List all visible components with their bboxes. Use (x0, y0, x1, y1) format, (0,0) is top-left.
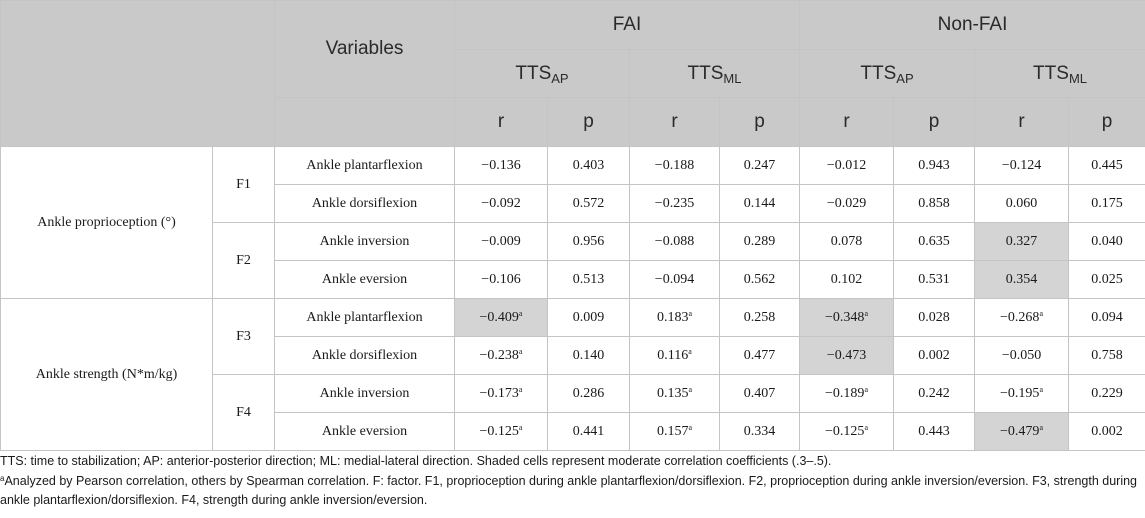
table-header (1, 1, 1145, 147)
p-value-cell (1069, 413, 1145, 451)
p-value-cell (720, 147, 800, 185)
p-value-cell (548, 147, 630, 185)
r-value-cell (975, 375, 1069, 413)
pearson-mark: a (688, 346, 692, 356)
header-r: r (975, 98, 1069, 147)
p-value: 0.025 (1091, 271, 1123, 287)
header-group-fai: FAI (455, 1, 800, 50)
table-row (1, 147, 1145, 185)
p-value-cell (720, 261, 800, 299)
header-r: r (630, 98, 720, 147)
factor-label: F4 (213, 375, 275, 451)
header-p: p (548, 98, 630, 147)
p-value: 0.242 (918, 385, 950, 401)
header-group-non-fai: Non-FAI (800, 1, 1145, 50)
factor-label: F2 (213, 223, 275, 299)
p-value-cell (894, 147, 975, 185)
r-value-cell (975, 185, 1069, 223)
r-value: −0.195 (1000, 385, 1040, 401)
p-value: 0.635 (918, 233, 950, 249)
section-label: Ankle proprioception (°) (1, 147, 213, 299)
pearson-mark: a (864, 384, 868, 394)
p-value-cell (894, 413, 975, 451)
r-value-cell (800, 261, 894, 299)
p-value: 0.258 (743, 309, 776, 325)
p-value-cell (548, 413, 630, 451)
p-value: 0.286 (572, 385, 605, 401)
r-value: −0.106 (481, 271, 521, 287)
factor-label: F3 (213, 299, 275, 375)
p-value: 0.289 (743, 233, 776, 249)
header-p: p (1069, 98, 1145, 147)
p-value-cell (548, 375, 630, 413)
r-value-cell (455, 185, 548, 223)
r-value-cell (630, 223, 720, 261)
header-tts-ap: $TTS_{AP}$ (800, 50, 975, 98)
p-value: 0.144 (743, 195, 776, 211)
p-value-cell (720, 299, 800, 337)
p-value-cell (1069, 299, 1145, 337)
p-value: 0.956 (572, 233, 605, 249)
r-value: 0.183 (656, 309, 689, 325)
header-blank-cell (1, 1, 275, 147)
footnote-analysis-text: Analyzed by Pearson correlation, others by Spearman correlation. F: factor. F1, proprioception during ankle plantarflexion/dorsiflexion. F2, proprioception during ankle inversion/eversion. F3, strength during ankle plantarflexion/dorsiflexion. F4, strength during ankle inversion/eversion. (0, 473, 1138, 507)
p-value: 0.140 (572, 347, 605, 363)
pearson-mark: a (1039, 308, 1043, 318)
header-variables-continued (275, 98, 455, 147)
header-p: p (894, 98, 975, 147)
r-value-cell (455, 337, 548, 375)
variable-label: Ankle eversion (275, 413, 455, 451)
r-value: 0.135 (656, 385, 689, 401)
r-value: −0.136 (481, 157, 521, 173)
variable-label: Ankle inversion (275, 223, 455, 261)
p-value: 0.443 (918, 423, 950, 439)
p-value: 0.531 (918, 271, 950, 287)
variable-label: Ankle plantarflexion (275, 147, 455, 185)
p-value-cell (894, 299, 975, 337)
section-label: Ankle strength (N*m/kg) (1, 299, 213, 451)
r-value-cell (455, 261, 548, 299)
r-value: 0.078 (830, 233, 863, 249)
r-value: −0.012 (826, 157, 867, 173)
r-value: −0.125 (825, 423, 865, 439)
r-value-cell (630, 299, 720, 337)
r-value: −0.009 (481, 233, 521, 249)
header-row-groups (1, 1, 1145, 50)
header-r: r (455, 98, 548, 147)
p-value-cell (720, 375, 800, 413)
factor-label: F1 (213, 147, 275, 223)
r-value: −0.409 (479, 309, 519, 325)
r-value-cell (975, 337, 1069, 375)
p-value-cell (894, 337, 975, 375)
footnote-mark: a (0, 473, 5, 483)
p-value-cell (894, 375, 975, 413)
r-value: −0.268 (1000, 309, 1040, 325)
r-value-cell (800, 413, 894, 451)
header-tts-ml: $TTS_{ML}$ (975, 50, 1145, 98)
r-value: −0.235 (654, 195, 695, 211)
r-value: −0.473 (826, 347, 867, 363)
r-value: 0.354 (1005, 271, 1038, 287)
variable-label: Ankle dorsiflexion (275, 185, 455, 223)
variable-label: Ankle plantarflexion (275, 299, 455, 337)
p-value: 0.028 (918, 309, 950, 325)
p-value: 0.943 (918, 157, 950, 173)
p-value: 0.513 (572, 271, 605, 287)
table-body (1, 147, 1145, 451)
r-value: 0.116 (657, 347, 689, 363)
p-value: 0.441 (572, 423, 605, 439)
table-row (1, 299, 1145, 337)
pearson-mark: a (518, 384, 523, 394)
p-value: 0.445 (1091, 157, 1123, 173)
p-value-cell (548, 337, 630, 375)
footnote-abbreviations: TTS: time to stabilization; AP: anterior-posterior direction; ML: medial-lateral direction. Shaded cells represent moderate correlation coefficients (.3–.5). (0, 454, 832, 468)
p-value-cell (548, 223, 630, 261)
p-value: 0.572 (572, 195, 605, 211)
p-value: 0.758 (1091, 347, 1123, 363)
variable-label: Ankle dorsiflexion (275, 337, 455, 375)
p-value: 0.247 (743, 157, 776, 173)
header-variables: Variables (275, 1, 455, 98)
r-value-cell (800, 185, 894, 223)
p-value: 0.175 (1091, 195, 1123, 211)
r-value-cell (975, 147, 1069, 185)
r-value: −0.029 (826, 195, 867, 211)
p-value: 0.002 (918, 347, 950, 363)
r-value-cell (630, 261, 720, 299)
r-value-cell (800, 299, 894, 337)
r-value-cell (800, 223, 894, 261)
r-value-cell (975, 413, 1069, 451)
pearson-mark: a (864, 422, 868, 432)
p-value: 0.858 (918, 195, 950, 211)
footnote-analysis (0, 472, 1140, 511)
r-value-cell (800, 375, 894, 413)
r-value: −0.050 (1001, 347, 1042, 363)
r-value-cell (975, 299, 1069, 337)
r-value-cell (800, 147, 894, 185)
p-value-cell (1069, 375, 1145, 413)
r-value-cell (455, 375, 548, 413)
p-value: 0.229 (1091, 385, 1123, 401)
pearson-mark: a (688, 384, 693, 394)
r-value: −0.238 (479, 347, 519, 363)
r-value: −0.189 (825, 385, 865, 401)
r-value: −0.124 (1001, 157, 1042, 173)
r-value: −0.188 (654, 157, 695, 173)
r-value: 0.102 (830, 271, 863, 287)
p-value-cell (1069, 261, 1145, 299)
header-r: r (800, 98, 894, 147)
pearson-mark: a (518, 422, 523, 432)
r-value-cell (800, 337, 894, 375)
r-value-cell (630, 147, 720, 185)
r-value-cell (630, 185, 720, 223)
variable-label: Ankle eversion (275, 261, 455, 299)
r-value-cell (630, 413, 720, 451)
pearson-mark: a (864, 308, 868, 318)
r-value: 0.157 (656, 423, 689, 439)
p-value: 0.334 (743, 423, 776, 439)
p-value-cell (720, 223, 800, 261)
table-footnotes (0, 452, 1140, 511)
pearson-mark: a (688, 308, 693, 318)
p-value-cell (1069, 223, 1145, 261)
pearson-mark: a (688, 422, 693, 432)
r-value-cell (455, 223, 548, 261)
p-value: 0.040 (1091, 233, 1123, 249)
r-value: −0.348 (825, 309, 865, 325)
r-value-cell (630, 375, 720, 413)
r-value-cell (455, 147, 548, 185)
r-value-cell (975, 223, 1069, 261)
header-p: p (720, 98, 800, 147)
header-tts-ml: $TTS_{ML}$ (630, 50, 800, 98)
variable-label: Ankle inversion (275, 375, 455, 413)
p-value-cell (1069, 185, 1145, 223)
p-value: 0.562 (743, 271, 776, 287)
p-value-cell (1069, 147, 1145, 185)
p-value: 0.407 (743, 385, 776, 401)
p-value: 0.477 (743, 347, 776, 363)
p-value-cell (1069, 337, 1145, 375)
r-value: −0.125 (479, 423, 519, 439)
r-value-cell (455, 299, 548, 337)
p-value-cell (894, 261, 975, 299)
p-value-cell (720, 413, 800, 451)
pearson-mark: a (518, 346, 523, 356)
r-value-cell (455, 413, 548, 451)
p-value-cell (894, 185, 975, 223)
p-value: 0.009 (572, 309, 605, 325)
p-value-cell (548, 261, 630, 299)
r-value: 0.060 (1005, 195, 1038, 211)
r-value: 0.327 (1005, 233, 1038, 249)
p-value: 0.094 (1091, 309, 1123, 325)
p-value: 0.403 (572, 157, 605, 173)
header-tts-ap: $TTS_{AP}$ (455, 50, 630, 98)
pearson-mark: a (1039, 422, 1043, 432)
p-value: 0.002 (1091, 423, 1123, 439)
pearson-mark: a (518, 308, 523, 318)
p-value-cell (720, 185, 800, 223)
r-value: −0.092 (481, 195, 521, 211)
r-value: −0.088 (654, 233, 695, 249)
p-value-cell (548, 299, 630, 337)
p-value-cell (548, 185, 630, 223)
r-value-cell (975, 261, 1069, 299)
r-value: −0.094 (654, 271, 695, 287)
r-value: −0.479 (1000, 423, 1040, 439)
p-value-cell (894, 223, 975, 261)
r-value: −0.173 (479, 385, 519, 401)
pearson-mark: a (1039, 384, 1043, 394)
r-value-cell (630, 337, 720, 375)
p-value-cell (720, 337, 800, 375)
